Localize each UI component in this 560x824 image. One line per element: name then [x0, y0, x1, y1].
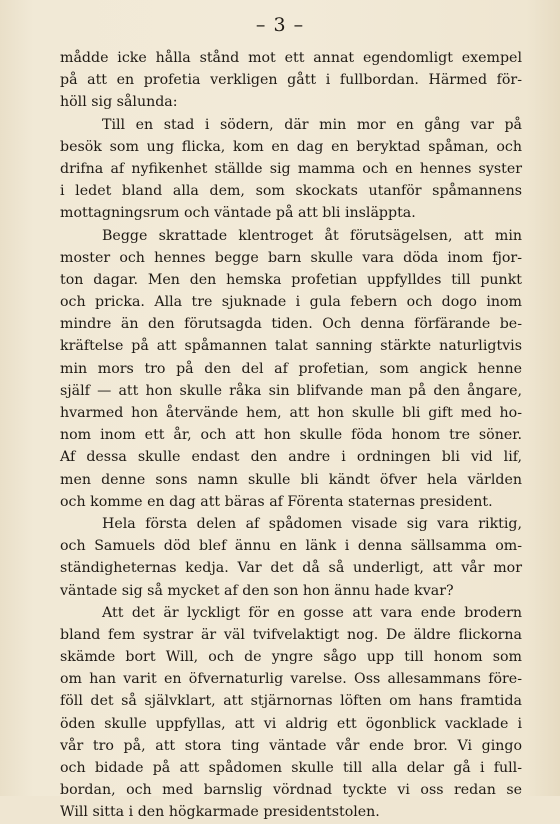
text-line: drifna af nyfikenhet ställde sig mamma och en hennes syster	[60, 160, 522, 177]
text-line: föll det så självklart, att stjärnornas löften om hans framtida	[60, 693, 522, 710]
text-line: själf — att hon skulle råka sin blifvande man på den ångare,	[60, 382, 522, 399]
body-text	[60, 47, 522, 824]
text-line: bland fem systrar är väl tvifvelaktigt nog. De äldre flickorna	[60, 626, 522, 643]
text-line: men denne sons namn skulle bli kändt öfver hela världen	[60, 471, 522, 488]
text-line: vår tro på, att stora ting väntade vår ende bror. Vi gingo	[60, 737, 522, 754]
text-line: mådde icke hålla stånd mot ett annat egendomligt exempel	[60, 50, 522, 66]
text-line: hvarmed hon återvände hem, att hon skulle bli gift med ho-	[60, 405, 522, 421]
text-line: Af dessa skulle endast den andre i ordningen bli vid lif,	[60, 449, 522, 466]
text-line: och pricka. Alla tre sjuknade i gula febern och dogo inom	[60, 294, 522, 311]
text-line: och Samuels död blef ännu en länk i denna sällsamma om-	[60, 538, 522, 555]
text-line: ton dagar. Men den hemska profetian uppfylldes till punkt	[60, 271, 522, 288]
text-line: och komme en dag att bäras af Förenta staternas president.	[60, 493, 493, 510]
text-line: Begge skrattade klentroget åt förutsägelsen, att min	[102, 227, 522, 244]
text-line: nom inom ett år, och att hon skulle föda honom tre söner.	[60, 427, 522, 444]
text-line: öden skulle uppfyllas, att vi aldrig ett ögonblick vacklade i	[60, 715, 522, 732]
text-line: mottagningsrum och väntade på att bli insläppta.	[60, 205, 416, 222]
text-line: på att en profetia verkligen gått i fullbordan. Härmed för-	[60, 72, 522, 89]
text-line: skämde bort Will, och de yngre sågo upp till honom som	[60, 649, 522, 666]
text-line: Will sitta i den högkarmade presidentstolen.	[60, 804, 380, 821]
text-line: Hela första delen af spådomen visade sig vara riktig,	[102, 515, 522, 532]
text-line: och bidade på att spådomen skulle till alla delar gå i full-	[60, 760, 522, 776]
text-line: bordan, och med barnslig vördnad tyckte vi oss redan se	[60, 782, 522, 799]
text-line: kräftelse på att spåmannen talat sanning stärkte naturligtvis	[60, 338, 522, 355]
page-number: – 3 –	[255, 14, 305, 36]
text-line: mindre än den förutsagda tiden. Och denna förfärande be-	[60, 316, 522, 333]
text-line: höll sig sålunda:	[60, 94, 178, 111]
text-line: moster och hennes begge barn skulle vara döda inom fjor-	[60, 249, 522, 266]
text-line: Att det är lyckligt för en gosse att vara ende brodern	[102, 604, 522, 621]
text-line: i ledet bland alla dem, som skockats utanför spåmannens	[60, 183, 522, 200]
text-line: om han varit en öfvernaturlig varelse. Oss allesammans före-	[60, 671, 522, 688]
text-line: ständigheternas kedja. Var det då så underligt, att vår mor	[60, 560, 522, 577]
text-line: besök som ung flicka, kom en dag en beryktad spåman, och	[60, 138, 522, 155]
text-line: min mors tro på den del af profetian, som angick henne	[60, 360, 522, 377]
text-line: Till en stad i södern, där min mor en gång var på	[102, 116, 522, 133]
text-line: väntade sig så mycket af den son hon ännu hade kvar?	[60, 582, 454, 599]
